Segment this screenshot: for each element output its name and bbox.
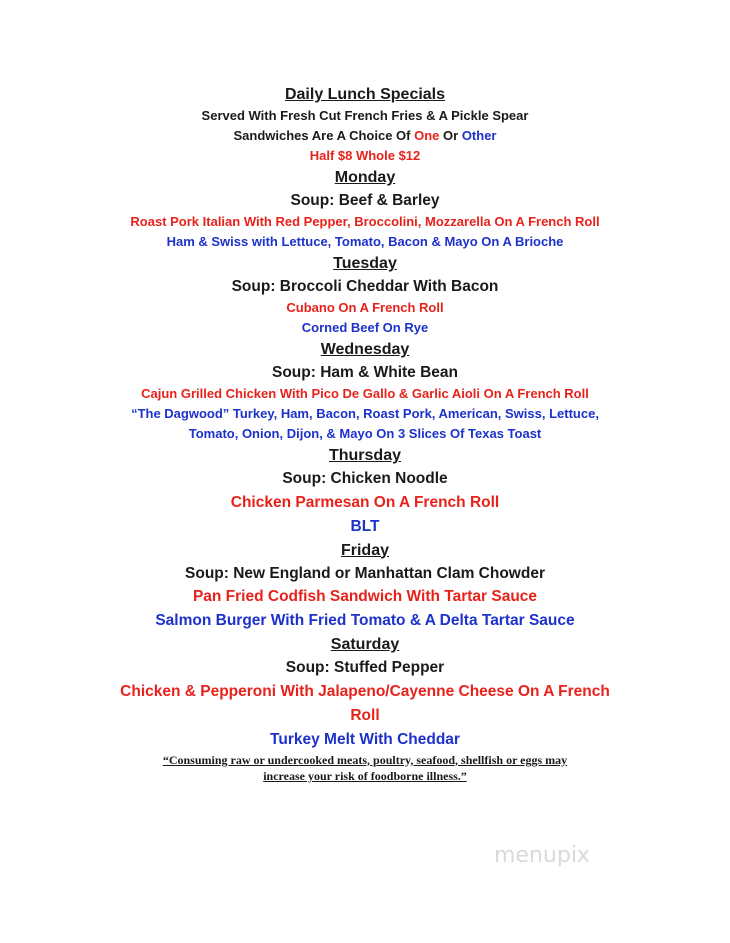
menupix-watermark: menupix — [494, 843, 590, 868]
red-sandwich-saturday-line2: Roll — [350, 706, 380, 724]
served-with-note: Served With Fresh Cut French Fries & A Pickle Spear — [201, 108, 529, 123]
day-heading-wednesday: Wednesday — [320, 341, 410, 358]
blue-sandwich-wednesday-line2: Tomato, Onion, Dijon, & Mayo On 3 Slices Of Texas Toast — [188, 426, 542, 441]
blue-sandwich-tuesday: Corned Beef On Rye — [301, 320, 429, 335]
blue-sandwich-friday: Salmon Burger With Fried Tomato & A Delta Tartar Sauce — [155, 612, 575, 629]
day-heading-tuesday: Tuesday — [333, 255, 397, 272]
day-heading-saturday: Saturday — [330, 636, 400, 653]
choice-or: Or — [439, 128, 462, 143]
soup-monday: Soup: Beef & Barley — [290, 192, 440, 209]
blue-sandwich-wednesday-line1: “The Dagwood” Turkey, Ham, Bacon, Roast Pork, American, Swiss, Lettuce, — [131, 406, 599, 421]
blue-sandwich-saturday: Turkey Melt With Cheddar — [270, 730, 460, 748]
red-sandwich-friday: Pan Fried Codfish Sandwich With Tartar Sauce — [192, 588, 538, 605]
soup-friday: Soup: New England or Manhattan Clam Chowder — [185, 564, 545, 582]
food-safety-disclaimer-line2: increase your risk of foodborne illness.” — [263, 768, 467, 783]
soup-saturday: Soup: Stuffed Pepper — [285, 659, 445, 676]
day-heading-monday: Monday — [334, 169, 396, 186]
lunch-specials-menu — [0, 83, 730, 784]
soup-thursday: Soup: Chicken Noodle — [282, 470, 448, 487]
choice-note — [0, 126, 730, 146]
red-sandwich-saturday-line1: Chicken & Pepperoni With Jalapeno/Cayenne Cheese On A French — [120, 682, 610, 700]
soup-tuesday: Soup: Broccoli Cheddar With Bacon — [231, 278, 499, 295]
red-sandwich-wednesday: Cajun Grilled Chicken With Pico De Gallo & Garlic Aioli On A French Roll — [141, 386, 589, 401]
menu-title: Daily Lunch Specials — [284, 86, 446, 103]
red-sandwich-monday: Roast Pork Italian With Red Pepper, Broccolini, Mozzarella On A French Roll — [130, 214, 600, 229]
day-heading-friday: Friday — [340, 541, 389, 559]
soup-wednesday: Soup: Ham & White Bean — [271, 364, 458, 381]
day-heading-thursday: Thursday — [328, 447, 401, 464]
red-sandwich-tuesday: Cubano On A French Roll — [286, 300, 444, 315]
price-note: Half $8 Whole $12 — [309, 148, 421, 163]
choice-prefix: Sandwiches Are A Choice Of — [233, 128, 415, 143]
choice-other: Other — [461, 128, 497, 143]
blue-sandwich-monday: Ham & Swiss with Lettuce, Tomato, Bacon & Mayo On A Brioche — [166, 234, 564, 249]
red-sandwich-thursday: Chicken Parmesan On A French Roll — [230, 493, 500, 511]
blue-sandwich-thursday: BLT — [350, 517, 380, 535]
food-safety-disclaimer-line1: “Consuming raw or undercooked meats, poultry, seafood, shellfish or eggs may — [162, 752, 568, 767]
choice-one: One — [414, 128, 440, 143]
